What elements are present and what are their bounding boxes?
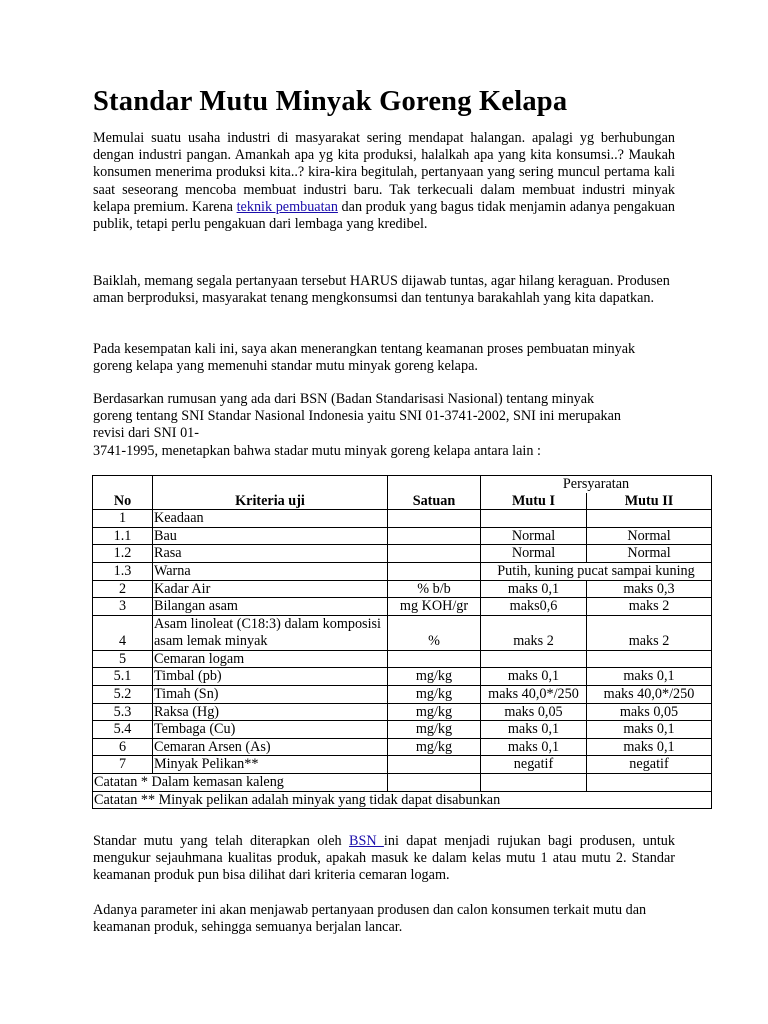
cell-kriteria: Asam linoleat (C18:3) dalam komposisi asam lemak minyak bbox=[153, 615, 388, 650]
page-title: Standar Mutu Minyak Goreng Kelapa bbox=[93, 86, 568, 117]
cell-no: 5 bbox=[93, 650, 153, 668]
header-satuan-top bbox=[388, 476, 481, 493]
cell-mutu-1 bbox=[481, 510, 587, 528]
paragraph-4-line-4: 3741-1995, menetapkan bahwa stadar mutu minyak goreng kelapa antara lain : bbox=[93, 442, 541, 459]
cell-kriteria: Raksa (Hg) bbox=[153, 703, 388, 721]
intro-paragraph bbox=[93, 130, 675, 233]
cell-mutu-2: maks 0,1 bbox=[587, 668, 712, 686]
paragraph-5 bbox=[93, 833, 675, 885]
table-row bbox=[93, 545, 712, 563]
table-row bbox=[93, 703, 712, 721]
cell-mutu-1: maks 0,1 bbox=[481, 738, 587, 756]
cell-kriteria: Timbal (pb) bbox=[153, 668, 388, 686]
cell-satuan: mg/kg bbox=[388, 668, 481, 686]
header-satuan: Satuan bbox=[388, 493, 481, 510]
table-header-row-1 bbox=[93, 476, 712, 493]
cell-mutu-2: maks 40,0*/250 bbox=[587, 685, 712, 703]
cell-satuan: mg KOH/gr bbox=[388, 598, 481, 616]
paragraph-6: Adanya parameter ini akan menjawab pertanyaan produsen dan calon konsumen terkait mutu dan keamanan produk, sehingga semuanya berjalan lancar. bbox=[93, 902, 647, 936]
cell-mutu-1: maks 2 bbox=[481, 615, 587, 650]
cell-kriteria: Tembaga (Cu) bbox=[153, 721, 388, 739]
cell-no: 3 bbox=[93, 598, 153, 616]
table-note-1-mutu2 bbox=[587, 773, 712, 791]
cell-mutu-1: maks 0,1 bbox=[481, 580, 587, 598]
cell-mutu-2: Normal bbox=[587, 545, 712, 563]
cell-no: 2 bbox=[93, 580, 153, 598]
cell-satuan bbox=[388, 510, 481, 528]
cell-mutu-1 bbox=[481, 650, 587, 668]
cell-mutu-2 bbox=[587, 650, 712, 668]
header-kriteria: Kriteria uji bbox=[153, 493, 388, 510]
intro-text-1: Memulai suatu usaha industri di masyarakat sering mendapat halangan. apalagi yg berhubungan dengan industri pangan. Amankah apa yg kita produksi, halalkah apa yang kita konsumsi..? Maukah konsumen menerima produksi kita..? kira-kira begitulah, pertanyaan yang sering muncul pertama kali saat seseorang mencoba membuat industri baru. Tak terkecuali dalam membuat industri minyak kelapa premium. Karena bbox=[93, 130, 675, 215]
table-row bbox=[93, 580, 712, 598]
table-row bbox=[93, 650, 712, 668]
cell-no: 5.1 bbox=[93, 668, 153, 686]
quality-standard-table bbox=[92, 475, 712, 809]
cell-mutu-2: maks 0,3 bbox=[587, 580, 712, 598]
cell-no: 6 bbox=[93, 738, 153, 756]
cell-kriteria: Cemaran Arsen (As) bbox=[153, 738, 388, 756]
cell-satuan: % b/b bbox=[388, 580, 481, 598]
table-body bbox=[93, 510, 712, 774]
cell-mutu-1: negatif bbox=[481, 756, 587, 774]
table-row bbox=[93, 756, 712, 774]
table-note-row-2 bbox=[93, 791, 712, 809]
table-note-row-1 bbox=[93, 773, 712, 791]
cell-mutu-1: maks 0,1 bbox=[481, 668, 587, 686]
table-note-1-mutu1 bbox=[481, 773, 587, 791]
cell-kriteria: Kadar Air bbox=[153, 580, 388, 598]
cell-kriteria: Rasa bbox=[153, 545, 388, 563]
cell-mutu-2 bbox=[587, 510, 712, 528]
cell-satuan: mg/kg bbox=[388, 703, 481, 721]
cell-mutu-1: maks 40,0*/250 bbox=[481, 685, 587, 703]
cell-satuan bbox=[388, 562, 481, 580]
header-kriteria-top bbox=[153, 476, 388, 493]
cell-kriteria: Timah (Sn) bbox=[153, 685, 388, 703]
table-row bbox=[93, 615, 712, 650]
header-persyaratan: Persyaratan bbox=[481, 476, 712, 493]
cell-kriteria: Warna bbox=[153, 562, 388, 580]
cell-mutu-2: maks 2 bbox=[587, 615, 712, 650]
paragraph-3: Pada kesempatan kali ini, saya akan menerangkan tentang keamanan proses pembuatan minyak goreng kelapa yang memenuhi standar mutu minyak goreng kelapa. bbox=[93, 341, 636, 375]
table-row bbox=[93, 721, 712, 739]
header-no-top bbox=[93, 476, 153, 493]
cell-mutu-2: maks 0,1 bbox=[587, 721, 712, 739]
paragraph-4-line-3: revisi dari SNI 01- bbox=[93, 425, 199, 442]
cell-satuan bbox=[388, 545, 481, 563]
cell-mutu-1: Normal bbox=[481, 545, 587, 563]
table-row bbox=[93, 738, 712, 756]
cell-no: 4 bbox=[93, 615, 153, 650]
cell-no: 7 bbox=[93, 756, 153, 774]
table-note-2: Catatan ** Minyak pelikan adalah minyak yang tidak dapat disabunkan bbox=[93, 791, 712, 809]
cell-no: 1 bbox=[93, 510, 153, 528]
paragraph-5-text-1: Standar mutu yang telah diterapkan oleh bbox=[93, 833, 349, 849]
paragraph-2: Baiklah, memang segala pertanyaan tersebut HARUS dijawab tuntas, agar hilang keraguan. Produsen aman berproduksi, masyarakat tenang mengkonsumsi dan tentunya barakahlah yang kita dapatkan. bbox=[93, 273, 670, 307]
paragraph-4 bbox=[93, 391, 675, 460]
cell-no: 5.2 bbox=[93, 685, 153, 703]
cell-satuan bbox=[388, 756, 481, 774]
cell-mutu-2: maks 0,1 bbox=[587, 738, 712, 756]
cell-satuan: mg/kg bbox=[388, 685, 481, 703]
cell-satuan: mg/kg bbox=[388, 721, 481, 739]
cell-mutu-2: Normal bbox=[587, 527, 712, 545]
cell-mutu-2: negatif bbox=[587, 756, 712, 774]
cell-kriteria: Minyak Pelikan** bbox=[153, 756, 388, 774]
cell-no: 1.3 bbox=[93, 562, 153, 580]
cell-mutu-2: maks 0,05 bbox=[587, 703, 712, 721]
cell-mutu-1: maks 0,1 bbox=[481, 721, 587, 739]
cell-satuan: mg/kg bbox=[388, 738, 481, 756]
table-row bbox=[93, 527, 712, 545]
bsn-link[interactable]: BSN bbox=[348, 833, 384, 849]
table-header-row-2 bbox=[93, 493, 712, 510]
cell-no: 1.1 bbox=[93, 527, 153, 545]
cell-mutu-1: maks0,6 bbox=[481, 598, 587, 616]
table-row bbox=[93, 598, 712, 616]
table-row bbox=[93, 562, 712, 580]
cell-mutu-1: maks 0,05 bbox=[481, 703, 587, 721]
cell-persyaratan-merged: Putih, kuning pucat sampai kuning bbox=[481, 562, 712, 580]
teknik-pembuatan-link[interactable]: teknik pembuatan bbox=[236, 198, 338, 215]
header-mutu-1: Mutu I bbox=[481, 493, 587, 510]
cell-satuan bbox=[388, 527, 481, 545]
intro-text-2: dan produk yang bagus tidak menjamin adanya pengakuan publik, tetapi perlu pengakuan dari lembaga yang kredibel. bbox=[93, 198, 675, 233]
cell-no: 1.2 bbox=[93, 545, 153, 563]
table-note-1-satuan bbox=[388, 773, 481, 791]
cell-no: 5.4 bbox=[93, 721, 153, 739]
paragraph-5-text-2: ini dapat menjadi rujukan bagi produsen, untuk mengukur sejauhmana kualitas produk, apakah masuk ke dalam kelas mutu 1 atau mutu 2. Standar keamanan produk pun bisa dilihat dari kriteria cemaran logam. bbox=[93, 833, 675, 884]
cell-mutu-2: maks 2 bbox=[587, 598, 712, 616]
paragraph-4-line-2: goreng tentang SNI Standar Nasional Indonesia yaitu SNI 01-3741-2002, SNI ini merupakan bbox=[93, 408, 621, 425]
cell-mutu-1: Normal bbox=[481, 527, 587, 545]
table-row bbox=[93, 685, 712, 703]
cell-satuan: % bbox=[388, 615, 481, 650]
cell-kriteria: Cemaran logam bbox=[153, 650, 388, 668]
paragraph-4-line-1: Berdasarkan rumusan yang ada dari BSN (Badan Standarisasi Nasional) tentang minyak bbox=[93, 391, 595, 407]
cell-satuan bbox=[388, 650, 481, 668]
cell-kriteria: Bilangan asam bbox=[153, 598, 388, 616]
cell-kriteria: Bau bbox=[153, 527, 388, 545]
cell-kriteria: Keadaan bbox=[153, 510, 388, 528]
table-row bbox=[93, 510, 712, 528]
cell-no: 5.3 bbox=[93, 703, 153, 721]
header-no: No bbox=[93, 493, 153, 510]
table-note-1: Catatan * Dalam kemasan kaleng bbox=[93, 773, 388, 791]
header-mutu-2: Mutu II bbox=[587, 493, 712, 510]
table-row bbox=[93, 668, 712, 686]
